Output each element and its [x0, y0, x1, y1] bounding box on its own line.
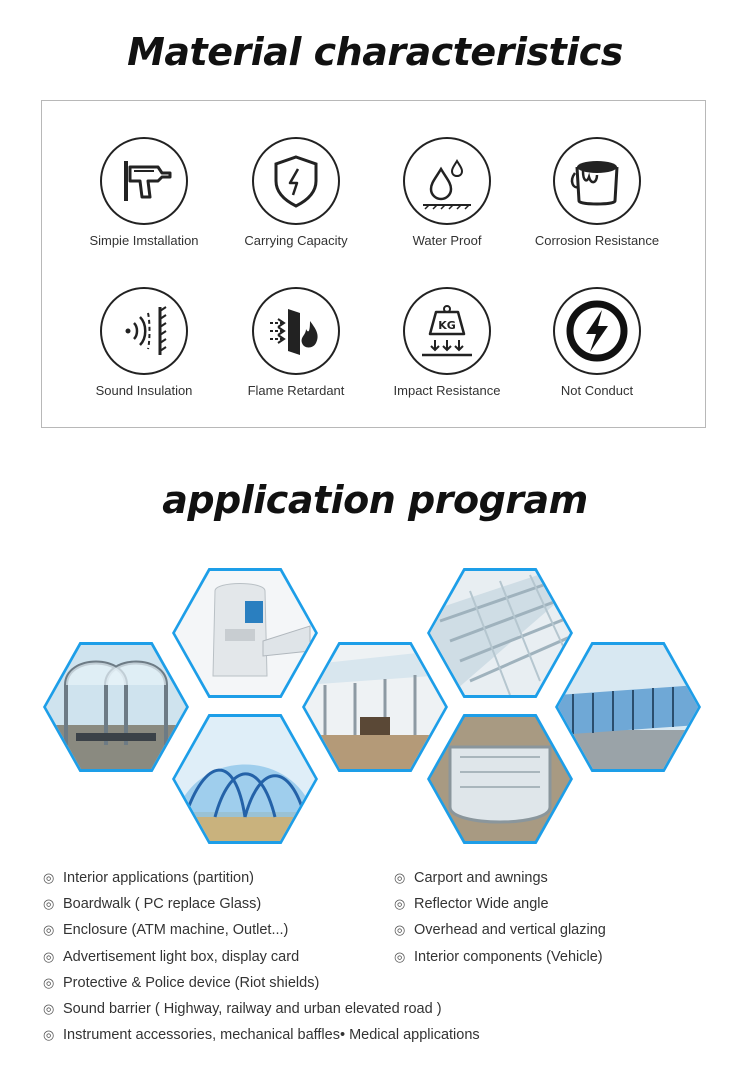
section-title-application: application program	[162, 478, 588, 522]
feature-label: Sound Insulation	[95, 383, 193, 398]
flame-icon	[252, 287, 340, 375]
feature-label: Simpie Imstallation	[89, 233, 199, 248]
sound-barrier-photo	[555, 642, 701, 772]
water-drop-icon	[403, 137, 491, 225]
application-item: ◎ Interior components (Vehicle)	[394, 949, 603, 965]
sound-wave-icon	[100, 287, 188, 375]
shield-lightning-icon	[252, 137, 340, 225]
feature-carrying-capacity	[221, 137, 371, 248]
atm-machine-photo	[172, 568, 318, 698]
kg-text: KG	[438, 319, 456, 332]
feature-label: Corrosion Resistance	[534, 233, 660, 248]
application-item: ◎ Advertisement light box, display card	[43, 949, 300, 965]
application-item: ◎ Enclosure (ATM machine, Outlet...)	[43, 922, 289, 938]
sunroom-photo	[302, 642, 448, 772]
pool-cover-photo	[172, 714, 318, 844]
weight-kg-icon	[403, 287, 491, 375]
application-item: ◎ Reflector Wide angle	[394, 896, 549, 912]
feature-label: Not Conduct	[560, 383, 634, 398]
feature-water-proof	[372, 137, 522, 248]
features-panel	[41, 100, 706, 428]
section-title-material: Material characteristics	[127, 30, 623, 74]
feature-label: Water Proof	[412, 233, 482, 248]
no-electricity-icon	[553, 287, 641, 375]
feature-label: Flame Retardant	[247, 383, 345, 398]
roof-glazing-photo	[427, 568, 573, 698]
application-item: ◎ Instrument accessories, mechanical baffles• Medical applications	[43, 1027, 480, 1043]
feature-simple-installation	[69, 137, 219, 248]
application-item: ◎ Protective & Police device (Riot shields)	[43, 975, 320, 991]
application-item: ◎ Overhead and vertical glazing	[394, 922, 606, 938]
application-item: ◎ Sound barrier ( Highway, railway and urban elevated road )	[43, 1001, 442, 1017]
paint-bucket-icon	[553, 137, 641, 225]
application-item: ◎ Carport and awnings	[394, 870, 548, 886]
feature-corrosion-resistance	[522, 137, 672, 248]
application-item: ◎ Boardwalk ( PC replace Glass)	[43, 896, 262, 912]
feature-sound-insulation	[69, 287, 219, 398]
feature-label: Impact Resistance	[393, 383, 501, 398]
application-item: ◎ Interior applications (partition)	[43, 870, 255, 886]
drill-icon	[100, 137, 188, 225]
feature-label: Carrying Capacity	[244, 233, 348, 248]
feature-flame-retardant	[221, 287, 371, 398]
window-well-photo	[427, 714, 573, 844]
carport-photo	[43, 642, 189, 772]
feature-not-conduct	[522, 287, 672, 398]
feature-impact-resistance	[372, 287, 522, 398]
